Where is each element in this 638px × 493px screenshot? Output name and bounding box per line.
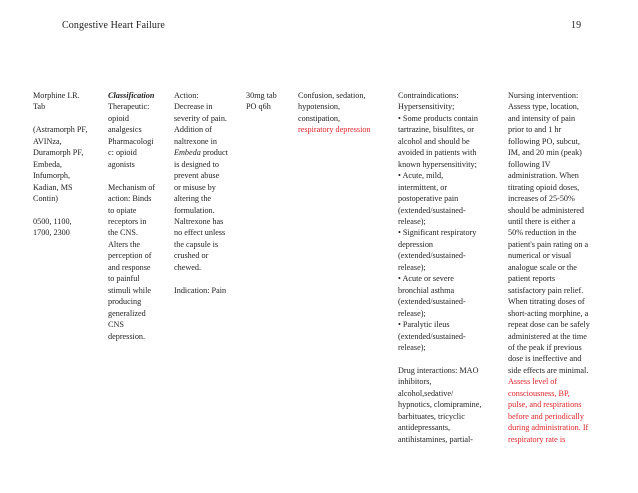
drug-name-column: [33, 90, 87, 239]
side-effect-line: hypotension,: [298, 102, 341, 112]
nursing-highlight-line: respiratory rate is: [508, 434, 566, 444]
nursing-line: side effects are minimal.: [508, 365, 589, 375]
embeda-suffix: product: [200, 148, 228, 158]
action-line: chewed.: [174, 262, 202, 272]
dose-line: PO q6h: [246, 102, 271, 112]
nursing-line: increases of 25-50%: [508, 194, 575, 204]
nursing-line: IM, and 20 min (peak): [508, 148, 582, 158]
drug-line: 0500, 1100,: [33, 216, 72, 226]
embeda-product-name: Embeda: [174, 148, 201, 158]
page-number: 19: [571, 20, 582, 31]
nursing-highlight-line: during administration. If: [508, 423, 589, 433]
drug-line: Kadian, MS: [33, 182, 73, 192]
drug-line: (Astramorph PF,: [33, 125, 88, 135]
contraindication-line: alcohol and should be: [398, 136, 470, 146]
contraindication-line: intermittent, or: [398, 182, 448, 192]
contraindication-line: depression: [398, 239, 434, 249]
nursing-line: satisfactory pain relief.: [508, 285, 584, 295]
nursing-highlight-line: Assess level of: [508, 377, 558, 387]
classification-line: and response: [108, 262, 151, 272]
action-line: Addition of: [174, 125, 212, 135]
action-line: naltrexone in: [174, 136, 217, 146]
action-line: Decrease in: [174, 102, 213, 112]
contraindications-column: [398, 90, 481, 445]
nursing-line: numerical or visual: [508, 251, 572, 261]
action-line: prevent abuse: [174, 171, 220, 181]
nursing-line: patient's pain rating on a: [508, 239, 589, 249]
nursing-line: administration. When: [508, 171, 579, 181]
classification-line: perception of: [108, 251, 152, 261]
nursing-line: of the peak if previous: [508, 342, 582, 352]
classification-line: c: opioid: [108, 148, 137, 158]
contraindication-line: antihistamines, partial-: [398, 434, 474, 444]
drug-line: Contin): [33, 194, 59, 204]
drug-line: Morphine I.R.: [33, 91, 80, 100]
contraindication-line: [398, 353, 481, 364]
contraindication-line: inhibitors,: [398, 377, 432, 387]
dose-column: [246, 90, 277, 113]
side-effect-line: constipation,: [298, 113, 341, 123]
contraindication-line: hypnotics, clomipramine,: [398, 400, 482, 410]
classification-line: Therapeutic:: [108, 102, 150, 112]
contraindication-line: release);: [398, 308, 426, 318]
side-effect-highlight: respiratory depression: [298, 125, 371, 135]
classification-line: CNS: [108, 320, 124, 330]
nursing-line: and intensity of pain: [508, 113, 576, 123]
contraindication-line: avoided in patients with: [398, 148, 477, 158]
drug-line: Duramorph PF,: [33, 148, 84, 158]
action-line: no effect unless: [174, 228, 226, 238]
classification-line: depression.: [108, 331, 146, 341]
contraindication-line: barbituates, tricyclic: [398, 411, 465, 421]
classification-line: [108, 170, 155, 181]
contraindication-line: Drug interactions: MAO: [398, 365, 479, 375]
classification-line: stimuli while: [108, 285, 151, 295]
contraindication-line: bronchial asthma: [398, 285, 455, 295]
contraindication-line: • Acute or severe: [398, 274, 454, 284]
drug-line: [33, 205, 87, 216]
action-line: Naltrexone has: [174, 216, 224, 226]
drug-line: [33, 113, 87, 124]
nursing-line: prior to and 1 hr: [508, 125, 562, 135]
nursing-highlight-line: pulse, and respirations: [508, 400, 582, 410]
nursing-highlight-line: before and periodically: [508, 411, 584, 421]
classification-line: to opiate: [108, 205, 137, 215]
nursing-line: administered at the time: [508, 331, 587, 341]
contraindication-line: antidepressants,: [398, 423, 451, 433]
contraindication-line: • Some products contain: [398, 113, 478, 123]
contraindication-line: (extended/sustained-: [398, 331, 466, 341]
classification-column: [108, 90, 155, 342]
contraindication-line: • Significant respiratory: [398, 228, 477, 238]
classification-line: opioid: [108, 113, 129, 123]
action-line: severity of pain.: [174, 113, 227, 123]
nursing-line: should be administered: [508, 205, 584, 215]
nursing-line: following IV: [508, 159, 551, 169]
classification-heading: Classification: [108, 91, 155, 100]
classification-line: to painful: [108, 274, 140, 284]
side-effect-line: Confusion, sedation,: [298, 91, 366, 100]
action-line: crushed or: [174, 251, 209, 261]
nursing-line: until there is either a: [508, 216, 576, 226]
classification-line: analgesics: [108, 125, 142, 135]
nursing-line: titrating opioid doses,: [508, 182, 580, 192]
nursing-line: Assess type, location,: [508, 102, 579, 112]
classification-line: action: Binds: [108, 194, 152, 204]
action-line: Indication: Pain: [174, 285, 227, 295]
nursing-line: Nursing intervention:: [508, 91, 579, 100]
action-line: altering the: [174, 194, 212, 204]
contraindication-line: (extended/sustained-: [398, 251, 466, 261]
contraindication-line: (extended/sustained-: [398, 205, 466, 215]
action-line: or misuse by: [174, 182, 216, 192]
action-line: the capsule is: [174, 239, 219, 249]
nursing-intervention-column: [508, 90, 590, 445]
nursing-line: analogue scale or the: [508, 262, 577, 272]
nursing-highlight-line: consciousness, BP,: [508, 388, 570, 398]
action-column: [174, 90, 228, 296]
contraindication-line: (extended/sustained-: [398, 297, 466, 307]
contraindication-line: known hypersensitivity;: [398, 159, 477, 169]
classification-line: receptors in: [108, 216, 147, 226]
contraindication-line: postoperative pain: [398, 194, 459, 204]
contraindication-line: • Acute, mild,: [398, 171, 444, 181]
nursing-line: 50% reduction in the: [508, 228, 577, 238]
nursing-line: patient reports: [508, 274, 556, 284]
contraindication-line: tartrazine, bisulfites, or: [398, 125, 474, 135]
action-embeda-line: [174, 147, 228, 158]
contraindication-line: release);: [398, 216, 426, 226]
dose-line: 30mg tab: [246, 91, 277, 100]
contraindication-line: Hypersensitivity;: [398, 102, 455, 112]
classification-line: Mechanism of: [108, 182, 156, 192]
drug-line: AVINza,: [33, 136, 62, 146]
nursing-line: When titrating doses of: [508, 297, 585, 307]
nursing-line: repeat dose can be safely: [508, 320, 590, 330]
classification-line: generalized: [108, 308, 146, 318]
classification-line: the CNS.: [108, 228, 139, 238]
classification-line: agonists: [108, 159, 135, 169]
nursing-line: dose is ineffective and: [508, 354, 582, 364]
side-effects-column: [298, 90, 371, 136]
classification-line: producing: [108, 297, 142, 307]
classification-line: Alters the: [108, 239, 141, 249]
nursing-line: short-acting morphine, a: [508, 308, 589, 318]
action-line: [174, 273, 228, 284]
contraindication-line: alcohol,sedative/: [398, 388, 454, 398]
action-line: is designed to: [174, 159, 220, 169]
action-line: formulation.: [174, 205, 215, 215]
contraindication-line: release);: [398, 262, 426, 272]
drug-line: 1700, 2300: [33, 228, 70, 238]
drug-line: Tab: [33, 102, 46, 112]
contraindication-line: Contraindications:: [398, 91, 459, 100]
drug-line: Infumorph,: [33, 171, 71, 181]
contraindication-line: release);: [398, 342, 426, 352]
nursing-line: following PO, subcut,: [508, 136, 580, 146]
classification-line: Pharmacologi: [108, 136, 154, 146]
drug-line: Embeda,: [33, 159, 62, 169]
contraindication-line: • Paralytic ileus: [398, 320, 450, 330]
page-header-title: Congestive Heart Failure: [62, 20, 165, 31]
action-line: Action:: [174, 91, 199, 100]
